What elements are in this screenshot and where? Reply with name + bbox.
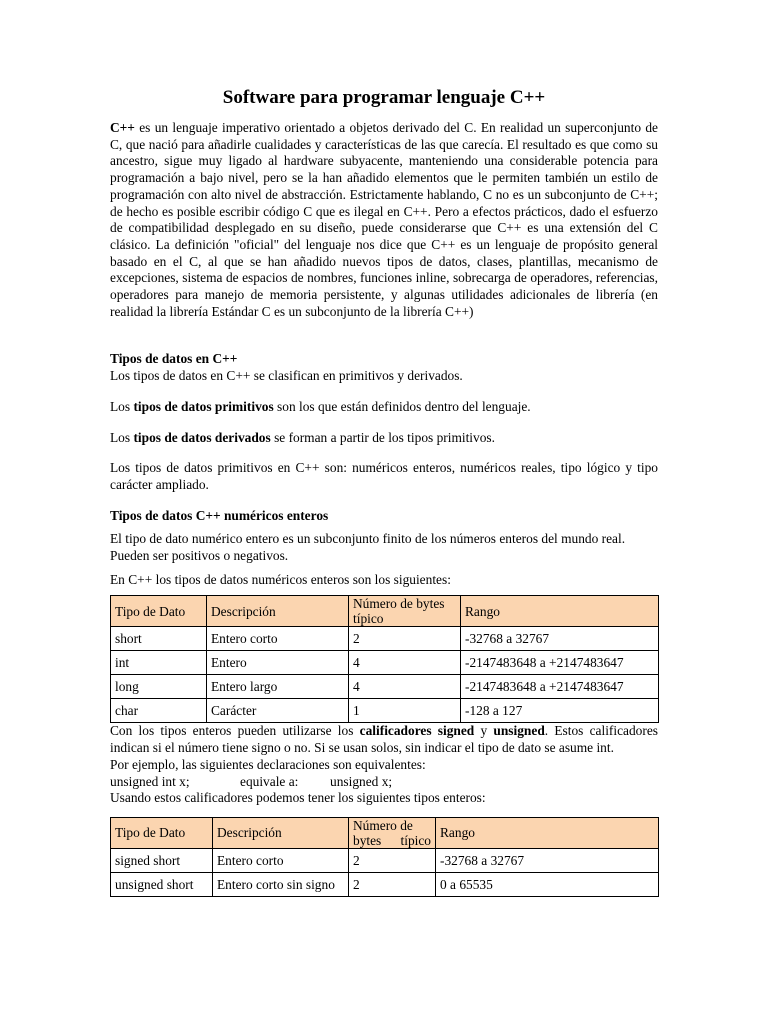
paragraph-entero-lista: En C++ los tipos de datos numéricos enteros son los siguientes: [110,571,451,587]
text-span: y [474,723,494,739]
paragraph-usando: Usando estos calificadores podemos tener los siguientes tipos enteros: [110,790,486,806]
table-cell: 4 [349,675,461,699]
text-span: Los [110,429,134,445]
table-cell: 1 [349,699,461,723]
code-example-line [110,774,658,791]
text-span: Los [110,398,134,414]
table-cell: -32768 a 32767 [461,627,659,651]
code-mid: equivale a: [240,773,299,789]
text-span: . Estos calificadores indican si el número tiene signo o no. Si se usan solos, sin indicar el tipo de dato se asume int. [110,723,658,756]
table-row [111,848,659,872]
paragraph-calificadores [110,723,658,756]
table-cell: Entero corto sin signo [213,872,349,896]
table-cell: -32768 a 32767 [436,848,659,872]
table-cell: Entero corto [207,627,349,651]
paragraph-lista-primitivos: Los tipos de datos primitivos en C++ son: numéricos enteros, numéricos reales, tipo lógico y tipo carácter ampliado. [110,460,658,492]
table-enteros [110,595,659,723]
text-span: son los que están definidos dentro del lenguaje. [273,398,531,414]
table-cell: -2147483648 a +2147483647 [461,675,659,699]
table-header-cell: Número de bytes típico [349,817,436,848]
table-header-cell: Descripción [213,817,349,848]
document-page [110,86,658,897]
intro-paragraph [110,120,658,320]
text-span: Con los tipos enteros pueden utilizarse los [110,723,360,739]
table-cell: Carácter [207,699,349,723]
paragraph-derivados [110,430,658,447]
table-row [111,675,659,699]
table-cell: int [111,651,207,675]
section-heading-enteros: Tipos de datos C++ numéricos enteros [110,507,329,523]
table-cell: -2147483648 a +2147483647 [461,651,659,675]
table-cell: short [111,627,207,651]
table-cell: 2 [349,627,461,651]
table-row [111,699,659,723]
table-header-cell: Descripción [207,596,349,627]
table-header-row [111,596,659,627]
table-cell: char [111,699,207,723]
bold-term-signed: calificadores signed [359,723,475,739]
table-cell: Entero corto [213,848,349,872]
table-cell: 2 [349,872,436,896]
table-row [111,651,659,675]
code-right: unsigned x; [330,773,393,789]
table-cell: 2 [349,848,436,872]
table-header-cell: Rango [436,817,659,848]
table-header-cell: Número de bytes típico [349,596,461,627]
table-cell: unsigned short [111,872,213,896]
intro-lead: C++ [110,120,135,135]
code-left: unsigned int x; [110,773,190,789]
table-header-row [111,817,659,848]
table-row [111,872,659,896]
text-span: se forman a partir de los tipos primitivos. [270,429,495,445]
bold-term-derivados: tipos de datos derivados [133,429,271,445]
bold-term-primitivos: tipos de datos primitivos [133,398,274,414]
table-cell: Entero [207,651,349,675]
paragraph-clasificacion: Los tipos de datos en C++ se clasifican en primitivos y derivados. [110,368,463,384]
table-cell: long [111,675,207,699]
paragraph-primitivos [110,399,658,416]
table-cell: 4 [349,651,461,675]
table-cell: signed short [111,848,213,872]
section-heading-tipos: Tipos de datos en C++ [110,351,238,367]
table-calificadores [110,817,659,897]
page-title: Software para programar lenguaje C++ [222,87,546,108]
table-cell: 0 a 65535 [436,872,659,896]
table-header-cell: Tipo de Dato [111,817,213,848]
table-row [111,627,659,651]
paragraph-ejemplo: Por ejemplo, las siguientes declaraciones son equivalentes: [110,756,426,772]
bold-term-unsigned: unsigned [493,723,545,739]
intro-text: es un lenguaje imperativo orientado a objetos derivado del C. En realidad un superconjunto de C, que nació para añadirle cualidades y características de las que carecía. El resultado es que como su ancestro, sigue muy ligado al hardware subyacente, manteniendo una considerable potencia para programación a bajo nivel, pero se la han añadido elementos que le permiten también un estilo de programación con alto nivel de abstracción. Estrictamente hablando, C no es un subconjunto de C++; de hecho es posible escribir código C que es ilegal en C++. Pero a efectos prácticos, dado el esfuerzo de compatibilidad desplegado en su diseño, puede considerarse que C++ es una extensión del C clásico. La definición "oficial" del lenguaje nos dice que C++ es un lenguaje de propósito general basado en el C, al que se han añadido nuevos tipos de datos, clases, plantillas, mecanismo de excepciones, sistema de espacios de nombres, funciones inline, sobrecarga de operadores, referencias, operadores para manejo de memoria persistente, y algunas utilidades adicionales de librería (en realidad la librería Estándar C es un subconjunto de la librería C++) [110,120,658,319]
table-cell: Entero largo [207,675,349,699]
table-header-cell: Tipo de Dato [111,596,207,627]
paragraph-entero-def: El tipo de dato numérico entero es un subconjunto finito de los números enteros del mundo real. Pueden ser positivos o negativos. [110,531,626,564]
table-cell: -128 a 127 [461,699,659,723]
table-header-cell: Rango [461,596,659,627]
